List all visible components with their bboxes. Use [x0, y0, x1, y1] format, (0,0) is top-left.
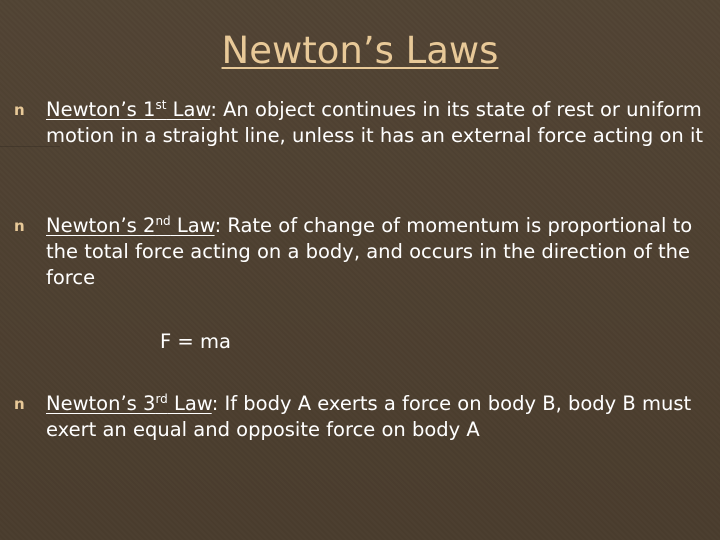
bullet-icon: n: [14, 101, 25, 119]
law-2-name: Newton’s 2nd Law: [46, 214, 215, 237]
law-2-item: [14, 213, 704, 291]
law-1-name: Newton’s 1st Law: [46, 98, 211, 121]
bullet-icon: n: [14, 217, 25, 235]
bullet-icon: n: [14, 395, 25, 413]
law-1-text: Newton’s 1st Law: An object continues in its state of rest or uniform motion in a straight line, unless it has an external force acting on it: [46, 98, 704, 147]
formula-f-equals-ma: F = ma: [160, 330, 231, 353]
law-3-text: Newton’s 3rd Law: If body A exerts a force on body B, body B must exert an equal and opposite force on body A: [46, 392, 692, 441]
law-2-text: Newton’s 2nd Law: Rate of change of momentum is proportional to the total force acting on a body, and occurs in the direction of the force: [46, 214, 693, 289]
law-3-item: [14, 391, 704, 443]
law-3-name: Newton’s 3rd Law: [46, 392, 212, 415]
slide-title: Newton’s Laws: [221, 29, 499, 72]
law-1-item: [14, 97, 704, 149]
